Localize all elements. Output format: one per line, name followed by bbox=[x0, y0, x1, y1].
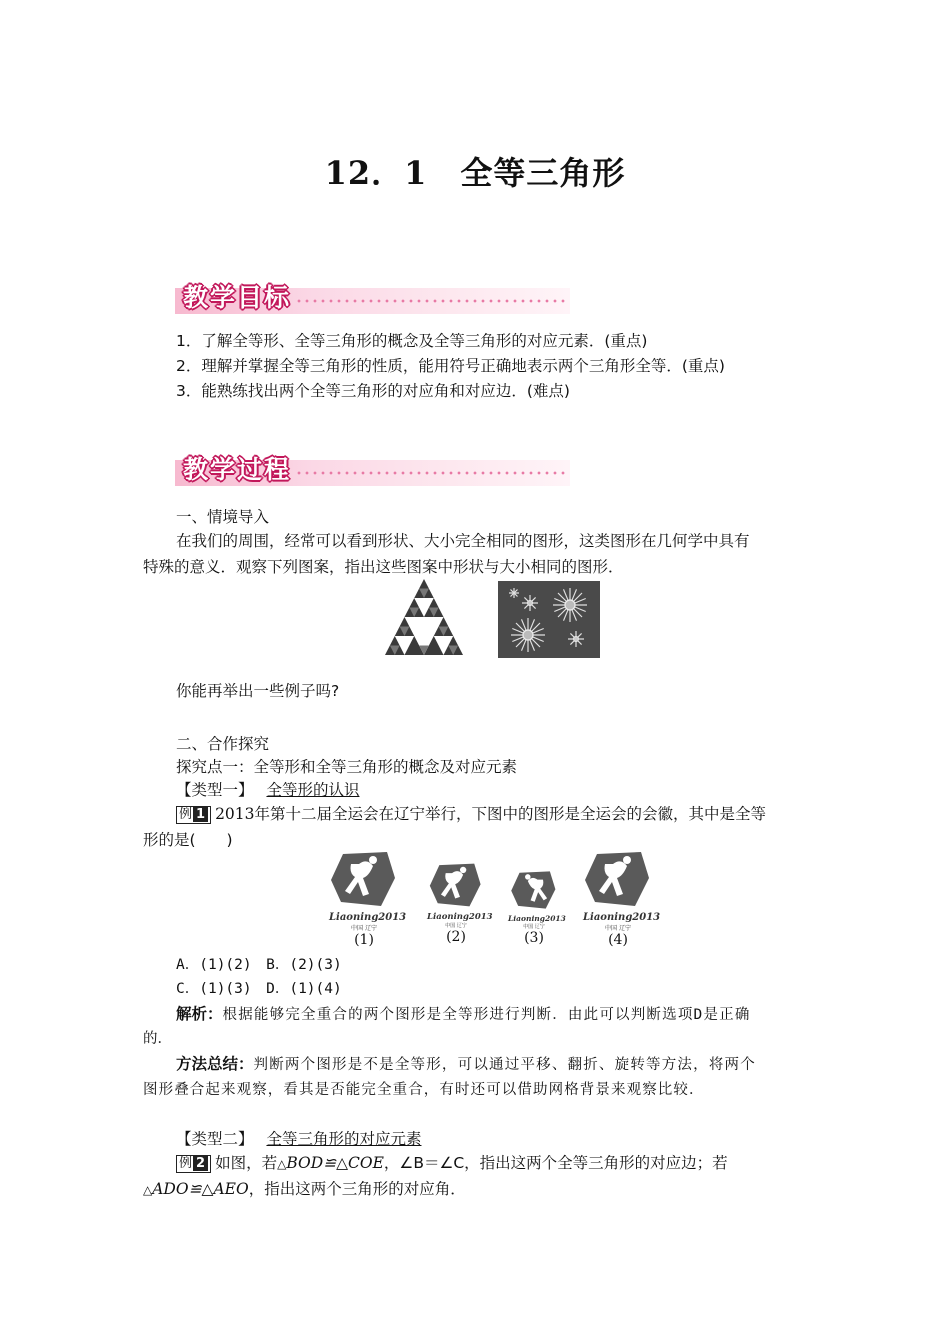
emblem-wordmark: Liaoning2013 bbox=[427, 912, 493, 922]
goal-item-2: 2．理解并掌握全等三角形的性质，能用符号正确地表示两个三角形全等．(重点) bbox=[176, 357, 725, 375]
section-banner-process bbox=[175, 450, 570, 490]
examples-question: 你能再举出一些例子吗? bbox=[176, 682, 340, 700]
emblem-wordmark: Liaoning2013 bbox=[583, 912, 661, 923]
emblem-label: (4) bbox=[608, 932, 628, 948]
intro-paragraph-line1: 在我们的周围，经常可以看到形状、大小完全相同的图形，这类图形在几何学中具有 bbox=[176, 532, 750, 550]
emblem-wordmark: Liaoning2013 bbox=[329, 912, 407, 923]
topic1-heading: 探究点一：全等形和全等三角形的概念及对应元素 bbox=[176, 758, 518, 776]
emblem-graphic bbox=[583, 850, 653, 908]
analysis-label: 解析： bbox=[176, 1005, 223, 1023]
analysis-line1: 解析：根据能够完全重合的两个图形是全等形进行判断．由此可以判断选项D是正确 bbox=[176, 1005, 751, 1023]
emblem-figure-row bbox=[327, 850, 661, 948]
flower-pattern-figure bbox=[498, 581, 600, 658]
emblem-graphic bbox=[329, 850, 399, 908]
type1-title: 全等形的认识 bbox=[266, 781, 360, 799]
example2-line1: 例 2 如图，若△BOD≌△COE，∠B＝∠C，指出这两个全等三角形的对应边；若 bbox=[176, 1152, 728, 1175]
page-title: 12．1 全等三角形 bbox=[324, 154, 626, 192]
emblem-1 bbox=[329, 850, 407, 948]
emblem-label: (2) bbox=[446, 929, 466, 945]
example1-tag: 例 1 bbox=[176, 806, 211, 824]
options-line1: A．(1)(2) B．(2)(3) bbox=[176, 957, 342, 973]
type1-bracket: 【类型一】 bbox=[176, 781, 254, 799]
section-banner-goals bbox=[175, 278, 570, 318]
emblem-wordmark: Liaoning2013 bbox=[508, 914, 566, 923]
example2-tag: 例 2 bbox=[176, 1155, 211, 1173]
emblem-label: (3) bbox=[524, 930, 544, 946]
emblem-4 bbox=[583, 850, 661, 948]
emblem-2 bbox=[427, 862, 493, 945]
banner-dots bbox=[295, 298, 565, 304]
sierpinski-triangle-figure bbox=[383, 577, 465, 657]
intro-paragraph-line2: 特殊的意义．观察下列图案，指出这些图案中形状与大小相同的图形． bbox=[143, 558, 624, 576]
example1-line1: 例 1 2013年第十二届全运会在辽宁举行，下图中的图形是全运会的会徽，其中是全等 bbox=[176, 803, 766, 825]
emblem-graphic bbox=[508, 870, 560, 910]
example1-line2: 形的是( ) bbox=[143, 831, 233, 849]
emblem-subtext: 中国 辽宁 bbox=[523, 924, 545, 930]
method-label: 方法总结： bbox=[176, 1055, 254, 1073]
options-line2: C．(1)(3) D．(1)(4) bbox=[176, 981, 342, 997]
goal-item-1: 1．了解全等形、全等三角形的概念及全等三角形的对应元素．(重点) bbox=[176, 332, 648, 350]
emblem-graphic bbox=[427, 862, 485, 908]
part1-heading: 一、情境导入 bbox=[176, 508, 270, 526]
analysis-line2: 的． bbox=[143, 1031, 172, 1047]
emblem-subtext: 中国 辽宁 bbox=[605, 925, 631, 932]
method-line2: 图形叠合起来观察，看其是否能完全重合，有时还可以借助网格背景来观察比较． bbox=[143, 1082, 705, 1098]
banner-title: 教学过程 bbox=[183, 455, 292, 484]
emblem-3 bbox=[508, 870, 566, 946]
emblem-subtext: 中国 辽宁 bbox=[445, 923, 467, 929]
type2-title: 全等三角形的对应元素 bbox=[266, 1130, 422, 1148]
example2-line2: △ADO≌△AEO，指出这两个三角形的对应角． bbox=[143, 1180, 466, 1198]
emblem-subtext: 中国 辽宁 bbox=[351, 925, 377, 932]
type1-heading bbox=[176, 779, 359, 801]
method-line1: 方法总结：判断两个图形是不是全等形，可以通过平移、翻折、旋转等方法，将两个 bbox=[176, 1055, 756, 1073]
part2-heading: 二、合作探究 bbox=[176, 735, 270, 753]
type2-heading bbox=[176, 1128, 421, 1150]
goal-item-3: 3．能熟练找出两个全等三角形的对应角和对应边．(难点) bbox=[176, 382, 570, 400]
banner-dots bbox=[295, 470, 565, 476]
emblem-label: (1) bbox=[354, 932, 374, 948]
type2-bracket: 【类型二】 bbox=[176, 1130, 254, 1148]
banner-title: 教学目标 bbox=[183, 283, 292, 312]
